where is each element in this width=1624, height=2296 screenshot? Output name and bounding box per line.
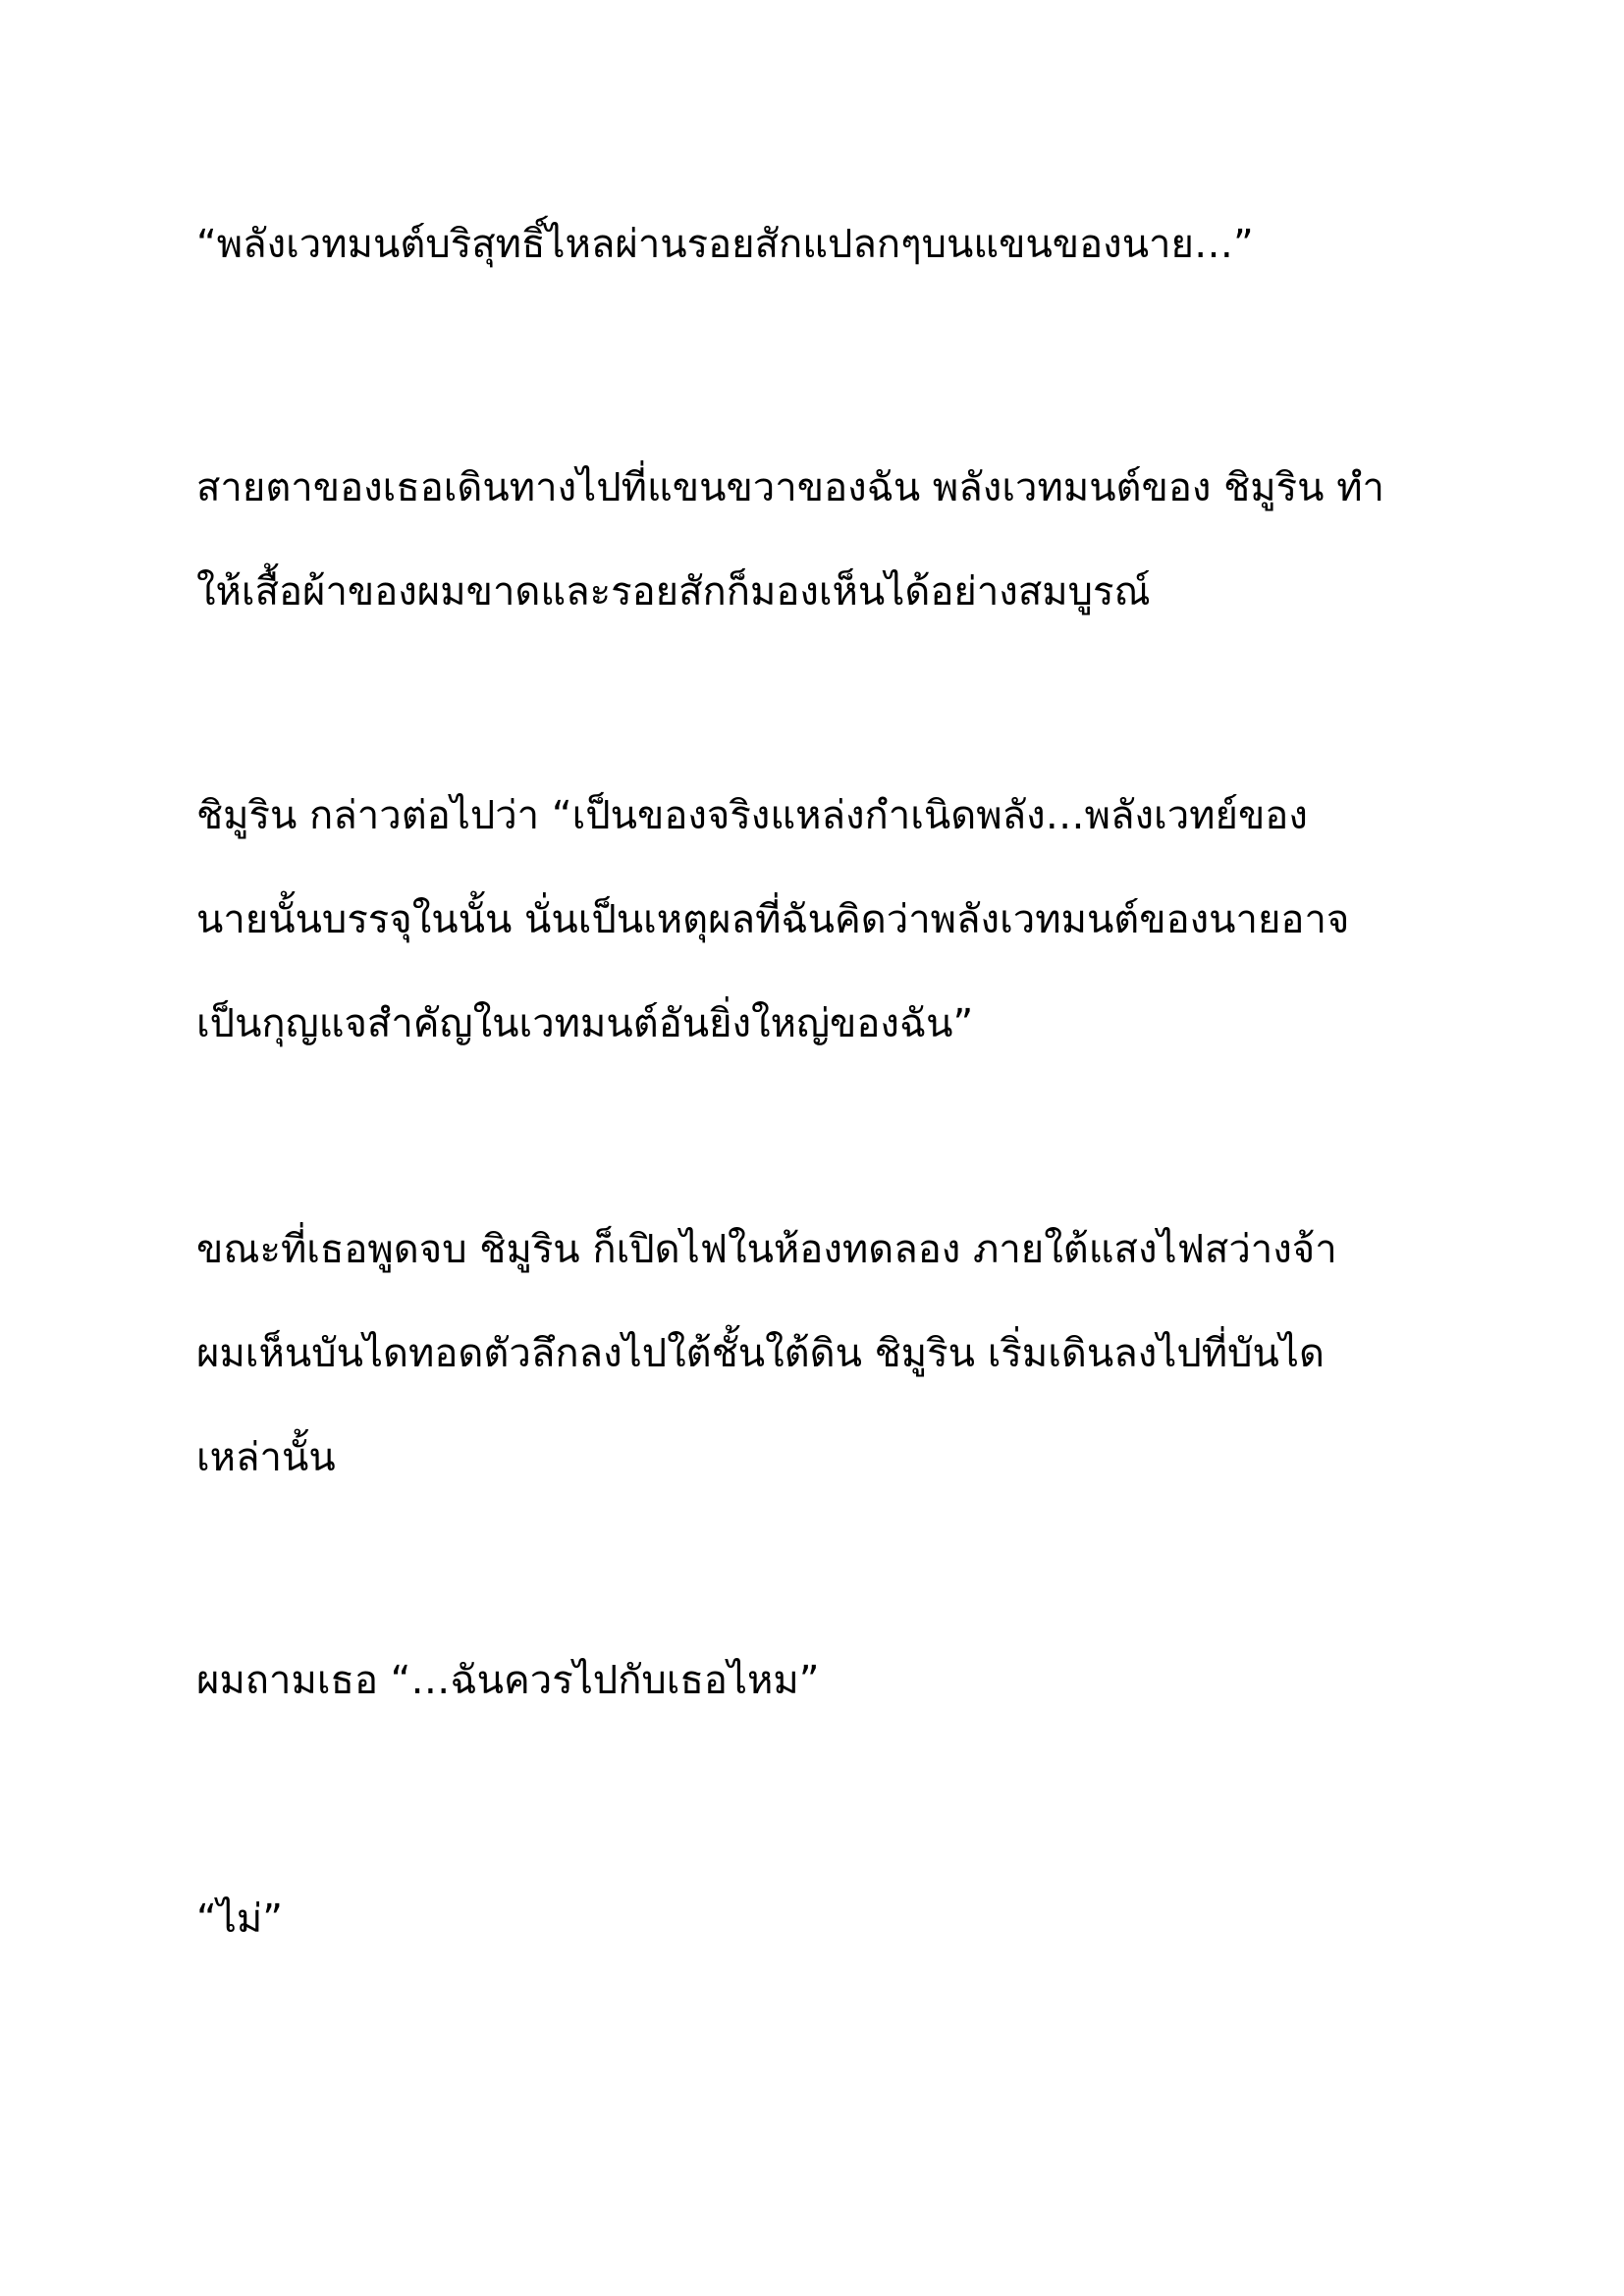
paragraph-line: เหล่านั้น bbox=[196, 1435, 336, 1480]
paragraph-line: ชิมูริน กล่าวต่อไปว่า “เป็นของจริงแหล่งกำเนิดพลัง…พลังเวทย์ของ bbox=[196, 793, 1308, 838]
paragraph-line: “ไม่” bbox=[196, 1896, 283, 1942]
paragraph-line: ผมเห็นบันไดทอดตัวลึกลงไปใต้ชั้นใต้ดิน ชิมูริน เริ่มเดินลงไปที่บันได bbox=[196, 1331, 1325, 1376]
paragraph-answer bbox=[196, 1867, 1473, 1971]
paragraph-pure-magic-quote bbox=[196, 192, 1473, 296]
paragraph-line: ให้เสื้อผ้าของผมขาดและรอยสักก็มองเห็นได้อย่างสมบูรณ์ bbox=[196, 569, 1151, 614]
paragraph-question bbox=[196, 1629, 1473, 1733]
paragraph-line: นายนั้นบรรจุในนั้น นั่นเป็นเหตุผลที่ฉันคิดว่าพลังเวทมนต์ของนายอาจ bbox=[196, 897, 1350, 942]
paragraph-lab-stairs bbox=[196, 1198, 1473, 1510]
paragraph-line: สายตาของเธอเดินทางไปที่แขนขวาของฉัน พลังเวทมนต์ของ ชิมูริน ทำ bbox=[196, 465, 1385, 510]
paragraph-gaze-at-arm bbox=[196, 436, 1473, 644]
paragraph-line: ขณะที่เธอพูดจบ ชิมูริน ก็เปิดไฟในห้องทดลอง ภายใต้แสงไฟสว่างจ้า bbox=[196, 1227, 1337, 1272]
paragraph-shimurin-explains bbox=[196, 764, 1473, 1076]
paragraph-line: เป็นกุญแจสำคัญในเวทมนต์อันยิ่งใหญ่ของฉัน” bbox=[196, 1001, 974, 1046]
paragraph-line: ผมถามเธอ “…ฉันควรไปกับเธอไหม” bbox=[196, 1658, 820, 1703]
paragraph-line: “พลังเวทมนต์บริสุทธิ์ไหลผ่านรอยสักแปลกๆบนแขนของนาย…” bbox=[196, 222, 1254, 267]
